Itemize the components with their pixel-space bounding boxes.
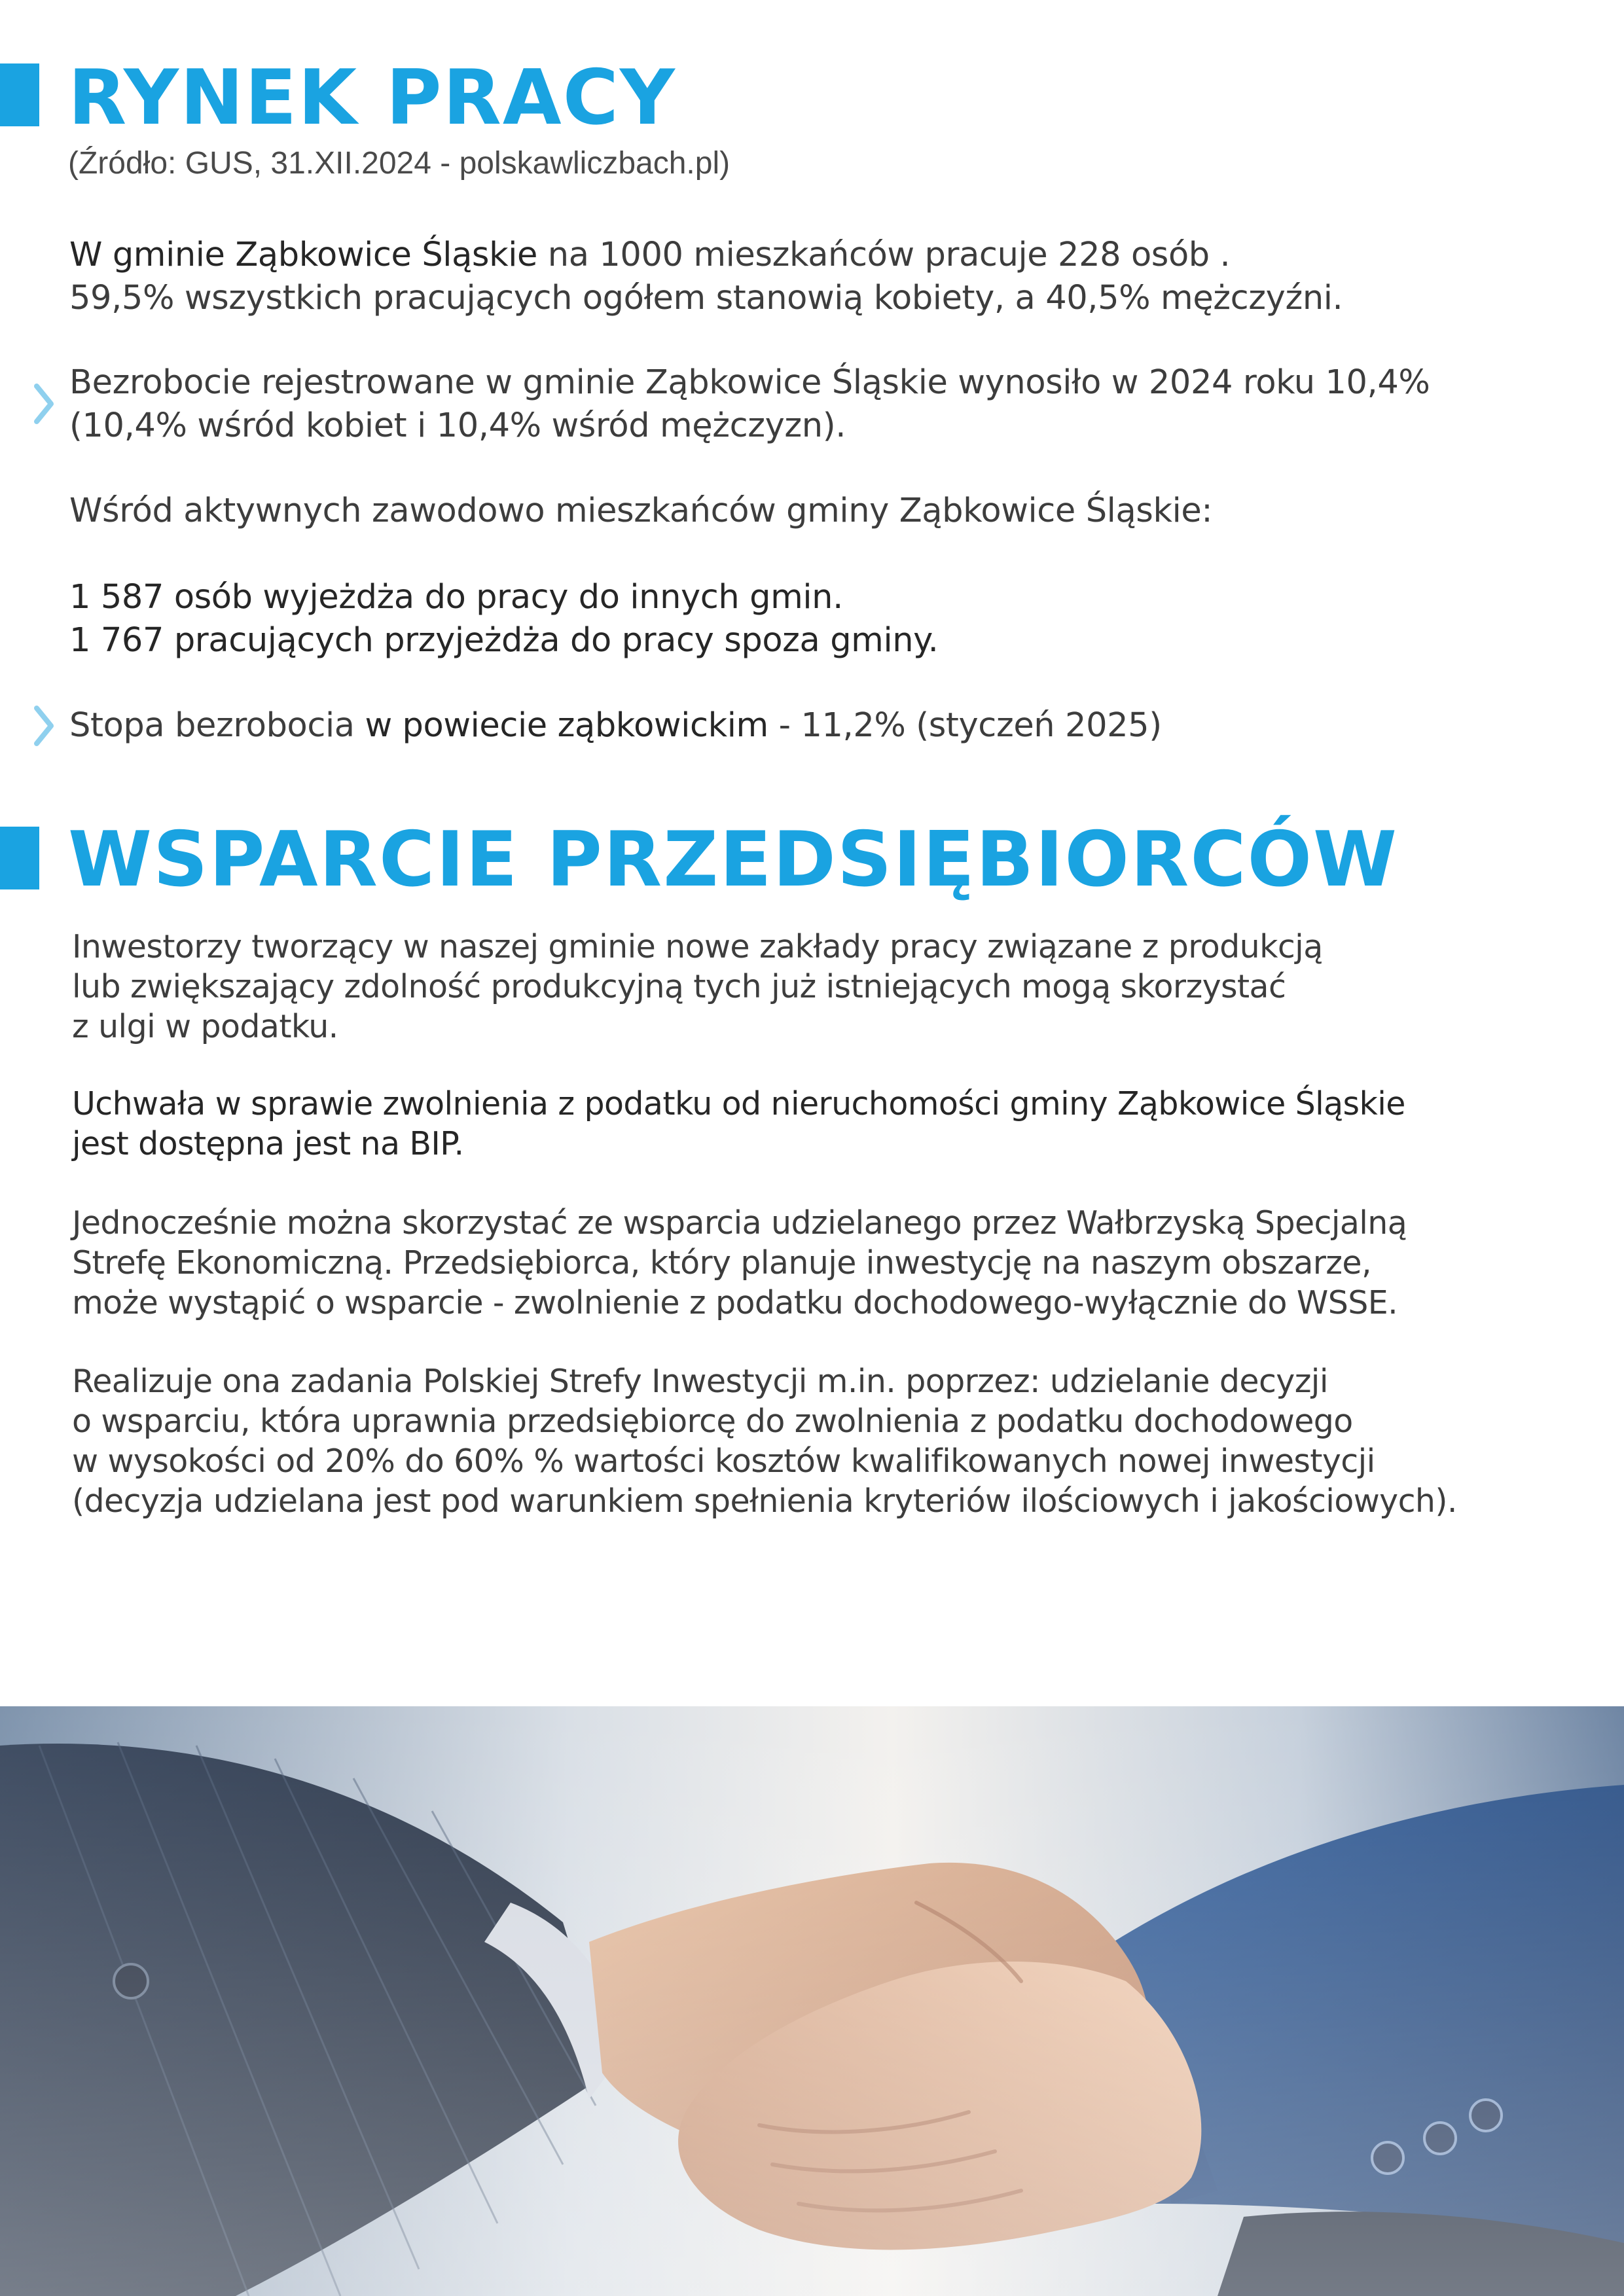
- paragraph-employment: W gminie Ząbkowice Śląskie na 1000 mieszkańców pracuje 228 osób . 59,5% wszystkich pracujących ogółem stanowią kobiety, a 40,5% mężczyźni.: [69, 236, 1343, 317]
- paragraph-investors: Inwestorzy tworzący w naszej gminie nowe zakłady pracy związane z produkcją lub zwiększający zdolność produkcyjną tych już istniejących mogą skorzystać z ulgi w podatku.: [72, 928, 1323, 1045]
- paragraph-resolution: Uchwała w sprawie zwolnienia z podatku od nieruchomości gminy Ząbkowice Śląskie jest dostępna jest na BIP.: [72, 1085, 1405, 1162]
- section-accent-bar: [0, 63, 39, 126]
- paragraph-commuting: 1 587 osób wyjeżdża do pracy do innych gmin. 1 767 pracujących przyjeżdża do pracy spoza gminy.: [69, 578, 939, 660]
- paragraph-county-rate: Stopa bezrobocia w powiecie ząbkowickim - 11,2% (styczeń 2025): [69, 706, 1162, 745]
- municipality-name: W gminie Ząbkowice Śląskie: [69, 236, 537, 274]
- paragraph-unemployment: Bezrobocie rejestrowane w gminie Ząbkowice Śląskie wynosiło w 2024 roku 10,4% (10,4% wśród kobiet i 10,4% wśród mężczyzn).: [69, 363, 1430, 445]
- section-title-rynek-pracy: RYNEK PRACY: [68, 54, 676, 142]
- handshake-photo: [0, 1706, 1624, 2296]
- paragraph-psi: Realizuje ona zadania Polskiej Strefy Inwestycji m.in. poprzez: udzielanie decyzji o wsparciu, która uprawnia przedsiębiorcę do zwolnienia z podatku dochodowego w wysokości od 20% do 60% % wartości kosztów kwalifikowanych nowej inwestycji (decyzja udzielana jest pod warunkiem spełnienia kryteriów ilościowych i jakościowych).: [72, 1363, 1457, 1520]
- chevron-right-icon: [31, 704, 58, 747]
- paragraph-wsse: Jednocześnie można skorzystać ze wsparcia udzielanego przez Wałbrzyską Specjalną Strefę Ekonomiczną. Przedsiębiorca, który planuje inwestycję na naszym obszarze, może wystąpić o wsparcie - zwolnienie z podatku dochodowego-wyłącznie do WSSE.: [72, 1204, 1407, 1321]
- section-title-wsparcie: WSPARCIE PRZEDSIĘBIORCÓW: [68, 816, 1399, 904]
- paragraph-active-residents: Wśród aktywnych zawodowo mieszkańców gminy Ząbkowice Śląskie:: [69, 492, 1213, 530]
- source-note: (Źródło: GUS, 31.XII.2024 - polskawliczbach.pl): [68, 146, 731, 181]
- chevron-right-icon: [31, 382, 58, 425]
- section-accent-bar: [0, 827, 39, 889]
